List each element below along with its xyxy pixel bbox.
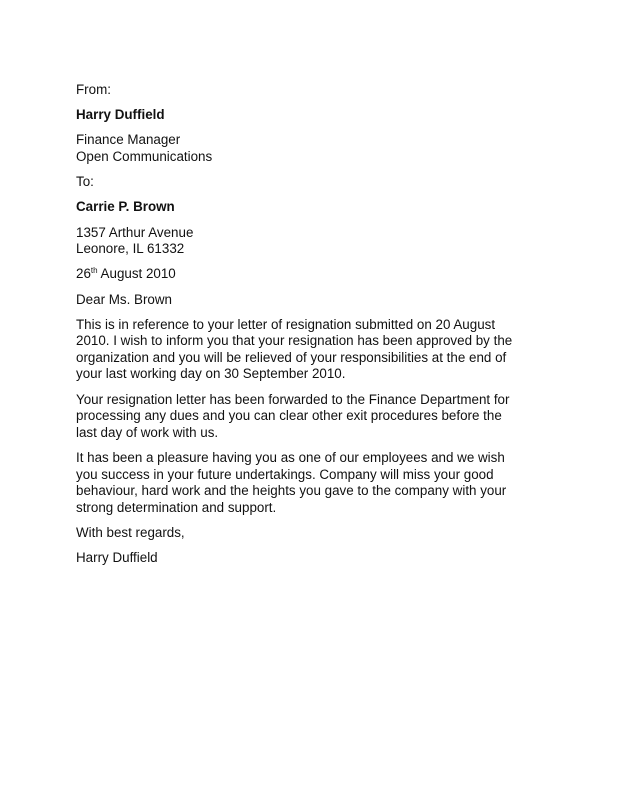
body-paragraph-2 (76, 392, 576, 442)
date-day: 26 (76, 266, 91, 282)
recipient-city: Leonore, IL 61332 (76, 241, 185, 257)
paragraph-line: strong determination and support. (76, 499, 277, 515)
body-paragraph-1 (76, 317, 576, 383)
to-section (76, 174, 576, 191)
paragraph-line: processing any dues and you can clear other exit procedures before the (76, 408, 502, 424)
paragraph-line: Your resignation letter has been forwarded to the Finance Department for (76, 391, 510, 407)
date-rest: August 2010 (97, 266, 176, 282)
recipient-name-block (76, 199, 576, 216)
sender-details (76, 132, 576, 165)
letter-page (76, 82, 576, 575)
signature-block (76, 550, 576, 567)
recipient-name: Carrie P. Brown (76, 199, 175, 215)
from-section (76, 82, 576, 99)
salutation: Dear Ms. Brown (76, 291, 172, 307)
paragraph-line: 2010. I wish to inform you that your resignation has been approved by the (76, 333, 513, 349)
closing-block (76, 525, 576, 542)
sender-name-block (76, 107, 576, 124)
paragraph-line: organization and you will be relieved of your responsibilities at the end of (76, 349, 507, 365)
paragraph-line: you success in your future undertakings. Company will miss your good (76, 466, 494, 482)
salutation-block (76, 292, 576, 309)
body-paragraph-3 (76, 450, 576, 516)
date-suffix: th (90, 266, 98, 276)
paragraph-line: It has been a pleasure having you as one of our employees and we wish (76, 450, 505, 466)
sender-company: Open Communications (76, 148, 213, 164)
letter-date (76, 266, 576, 283)
signature: Harry Duffield (76, 550, 158, 566)
recipient-street: 1357 Arthur Avenue (76, 224, 194, 240)
paragraph-line: This is in reference to your letter of resignation submitted on 20 August (76, 316, 496, 332)
paragraph-line: your last working day on 30 September 2010. (76, 366, 346, 382)
paragraph-line: last day of work with us. (76, 424, 219, 440)
sender-title: Finance Manager (76, 132, 181, 148)
to-label: To: (76, 174, 94, 190)
paragraph-line: behaviour, hard work and the heights you gave to the company with your (76, 483, 507, 499)
from-label: From: (76, 82, 111, 97)
sender-name: Harry Duffield (76, 107, 165, 123)
closing: With best regards, (76, 525, 185, 540)
recipient-address (76, 225, 576, 258)
